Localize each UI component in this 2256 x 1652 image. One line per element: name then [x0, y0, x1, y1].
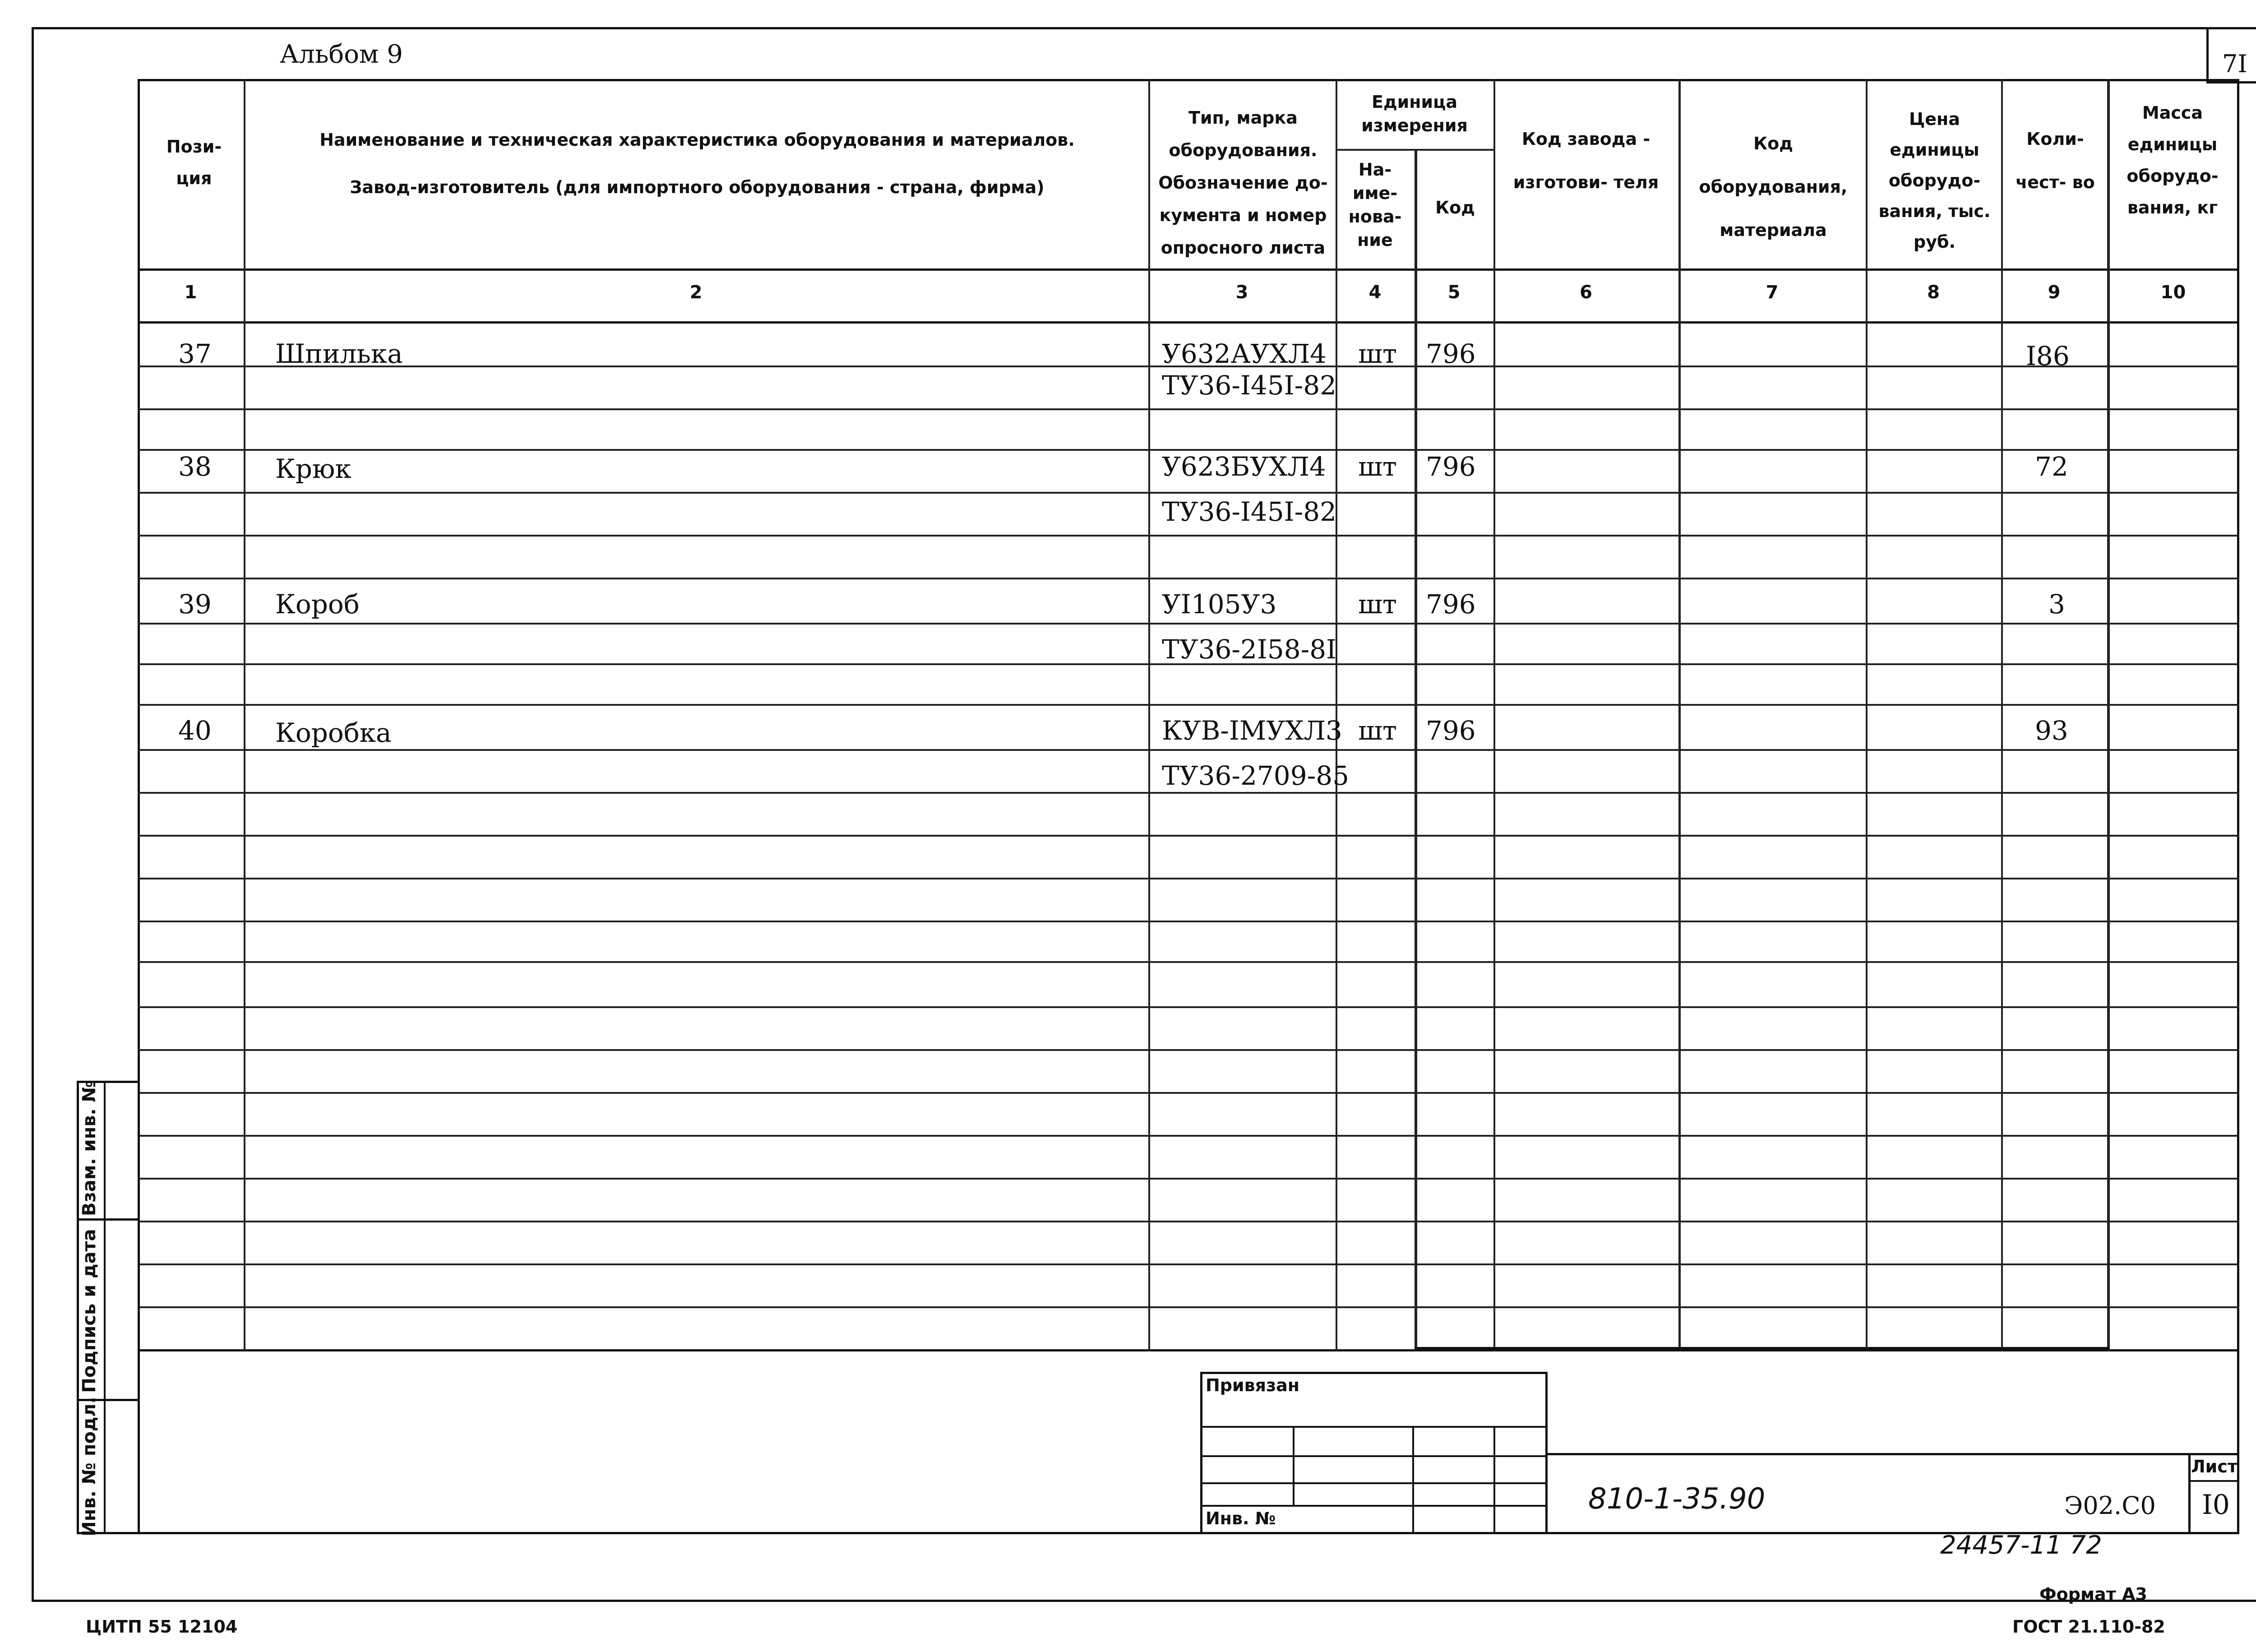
- row38-position: 38: [178, 451, 212, 482]
- row-line: [138, 1178, 2239, 1180]
- header-price: Цена единицы оборудо- вания, тыс. руб.: [1878, 109, 1991, 252]
- corner-sheet-number: 7I: [2222, 50, 2247, 78]
- header-position: Пози- ция: [166, 137, 222, 188]
- row-line: [138, 1049, 2239, 1051]
- row37-code: 796: [1426, 338, 1476, 369]
- side-label-inv-podl: Инв. № подл.: [79, 1397, 100, 1536]
- list-number: I0: [2202, 1489, 2230, 1521]
- colnum-6: 6: [1580, 282, 1592, 303]
- footer-gost: ГОСТ 21.110-82: [2012, 1617, 2165, 1637]
- col-line-7: [1866, 79, 1868, 1351]
- row-line: [138, 1306, 2239, 1308]
- col-line-2: [1148, 79, 1150, 1351]
- colnum-divider: [138, 321, 2239, 324]
- row-line: [138, 1135, 2239, 1137]
- header-name-line1: Наименование и техническая характеристика оборудования и материалов.: [319, 130, 1075, 150]
- colnum-8: 8: [1927, 282, 1940, 303]
- title-right-line: [1548, 1453, 2239, 1455]
- side-label-podpis: Подпись и дата: [79, 1229, 100, 1393]
- row39-doc: ТУ36-2I58-8I: [1162, 634, 1337, 665]
- row38-code: 796: [1426, 451, 1476, 482]
- colnum-4: 4: [1368, 282, 1382, 303]
- row37-name: Шпилька: [275, 338, 403, 369]
- row39-unit: шт: [1358, 589, 1397, 620]
- colnum-3: 3: [1235, 282, 1248, 303]
- inv-no-label: Инв. №: [1206, 1509, 1276, 1528]
- header-unit-code: Код: [1435, 198, 1475, 217]
- row-line: [138, 704, 2239, 706]
- col-line-8: [2001, 79, 2003, 1351]
- row40-code: 796: [1426, 715, 1476, 746]
- header-name-line2: Завод-изготовитель (для импортного оборудования - страна, фирма): [350, 177, 1045, 197]
- list-label: Лист: [2191, 1457, 2238, 1476]
- row39-type: УI105У3: [1162, 589, 1277, 620]
- colnum-5: 5: [1447, 282, 1461, 303]
- col-line-5: [1493, 79, 1495, 1351]
- row37-type: У632АУХЛ4: [1162, 338, 1327, 369]
- row-line: [138, 535, 2239, 537]
- row37-doc: ТУ36-I45I-82: [1162, 370, 1337, 401]
- row40-unit: шт: [1358, 715, 1397, 746]
- row-line: [138, 921, 2239, 922]
- row38-unit: шт: [1358, 451, 1397, 482]
- privyazan-vline2: [1412, 1426, 1414, 1534]
- footer-left: ЦИТП 55 12104: [86, 1617, 238, 1637]
- row40-doc: ТУ36-2709-85: [1162, 760, 1350, 791]
- row-line: [138, 408, 2239, 410]
- row-line: [138, 749, 2239, 751]
- sheet-code: Э02.С0: [2064, 1491, 2156, 1520]
- row-line: [138, 578, 2239, 579]
- row37-unit: шт: [1358, 338, 1397, 369]
- col-line-9: [2107, 79, 2110, 1351]
- colnum-1: 1: [184, 282, 197, 303]
- row-line: [138, 1092, 2239, 1094]
- row39-quantity: 3: [2048, 589, 2065, 620]
- col-line-6: [1678, 79, 1681, 1351]
- row40-type: КУВ-IМУХЛ3: [1162, 715, 1342, 746]
- col-line-1: [244, 79, 245, 1351]
- row39-position: 39: [178, 589, 212, 620]
- row-line: [138, 1263, 2239, 1265]
- row39-code: 796: [1426, 589, 1476, 620]
- header-divider: [138, 268, 2239, 271]
- row37-position: 37: [178, 338, 212, 369]
- row39-name: Короб: [275, 589, 360, 620]
- row37-quantity: I86: [2026, 341, 2070, 371]
- row-line: [138, 1006, 2239, 1008]
- privyazan-vline3: [1493, 1426, 1495, 1534]
- colnum-10: 10: [2160, 282, 2186, 303]
- side-label-vzam: Взам. инв. №: [79, 1080, 100, 1216]
- row40-name: Коробка: [275, 717, 392, 748]
- privyazan-line4: [1200, 1505, 1548, 1507]
- header-type: Тип, марка оборудования. Обозначение до- кумента и номер опросного листа: [1158, 108, 1328, 258]
- row40-quantity: 93: [2035, 715, 2068, 746]
- footer-format: Формат А3: [2039, 1584, 2147, 1604]
- row-line: [138, 961, 2239, 963]
- privyazan-vline1: [1293, 1426, 1294, 1505]
- header-equipment-code: Код оборудования, материала: [1699, 134, 1848, 240]
- row-line: [138, 492, 2239, 494]
- row-line: [138, 835, 2239, 837]
- row-line: [138, 878, 2239, 879]
- header-mass: Масса единицы оборудо- вания, кг: [2127, 103, 2219, 217]
- side-stamp-divider: [104, 1081, 106, 1534]
- colnum-9: 9: [2048, 282, 2061, 303]
- header-plant-code: Код завода - изготови- теля: [1513, 129, 1659, 192]
- title-block: [138, 1351, 2239, 1534]
- colnum-7: 7: [1766, 282, 1779, 303]
- privyazan-line3: [1200, 1482, 1548, 1484]
- row38-doc: ТУ36-I45I-82: [1162, 496, 1337, 527]
- row-line: [138, 623, 2239, 625]
- bold-region-bottom: [1415, 1347, 2109, 1350]
- album-label: Альбом 9: [280, 40, 403, 69]
- colnum-2: 2: [689, 282, 703, 303]
- row-line: [138, 792, 2239, 794]
- row38-quantity: 72: [2035, 451, 2068, 482]
- row40-position: 40: [178, 715, 212, 746]
- privyazan-label: Привязан: [1206, 1375, 1300, 1395]
- row38-type: У623БУХЛ4: [1162, 451, 1326, 482]
- privyazan-line1: [1200, 1426, 1548, 1428]
- list-box-divider: [2188, 1480, 2239, 1482]
- header-quantity: Коли- чест- во: [2016, 129, 2095, 192]
- header-unit: Единица измерения: [1361, 92, 1468, 135]
- archive-number: 24457-11 72: [1940, 1531, 2102, 1560]
- row-line: [138, 449, 2239, 451]
- unit-subheader-line: [1336, 149, 1493, 151]
- header-unit-name: На- име- нова- ние: [1348, 160, 1402, 250]
- row38-name: Крюк: [275, 453, 351, 484]
- privyazan-line2: [1200, 1455, 1548, 1457]
- row-line: [138, 1221, 2239, 1222]
- document-code: 810-1-35.90: [1588, 1482, 1766, 1516]
